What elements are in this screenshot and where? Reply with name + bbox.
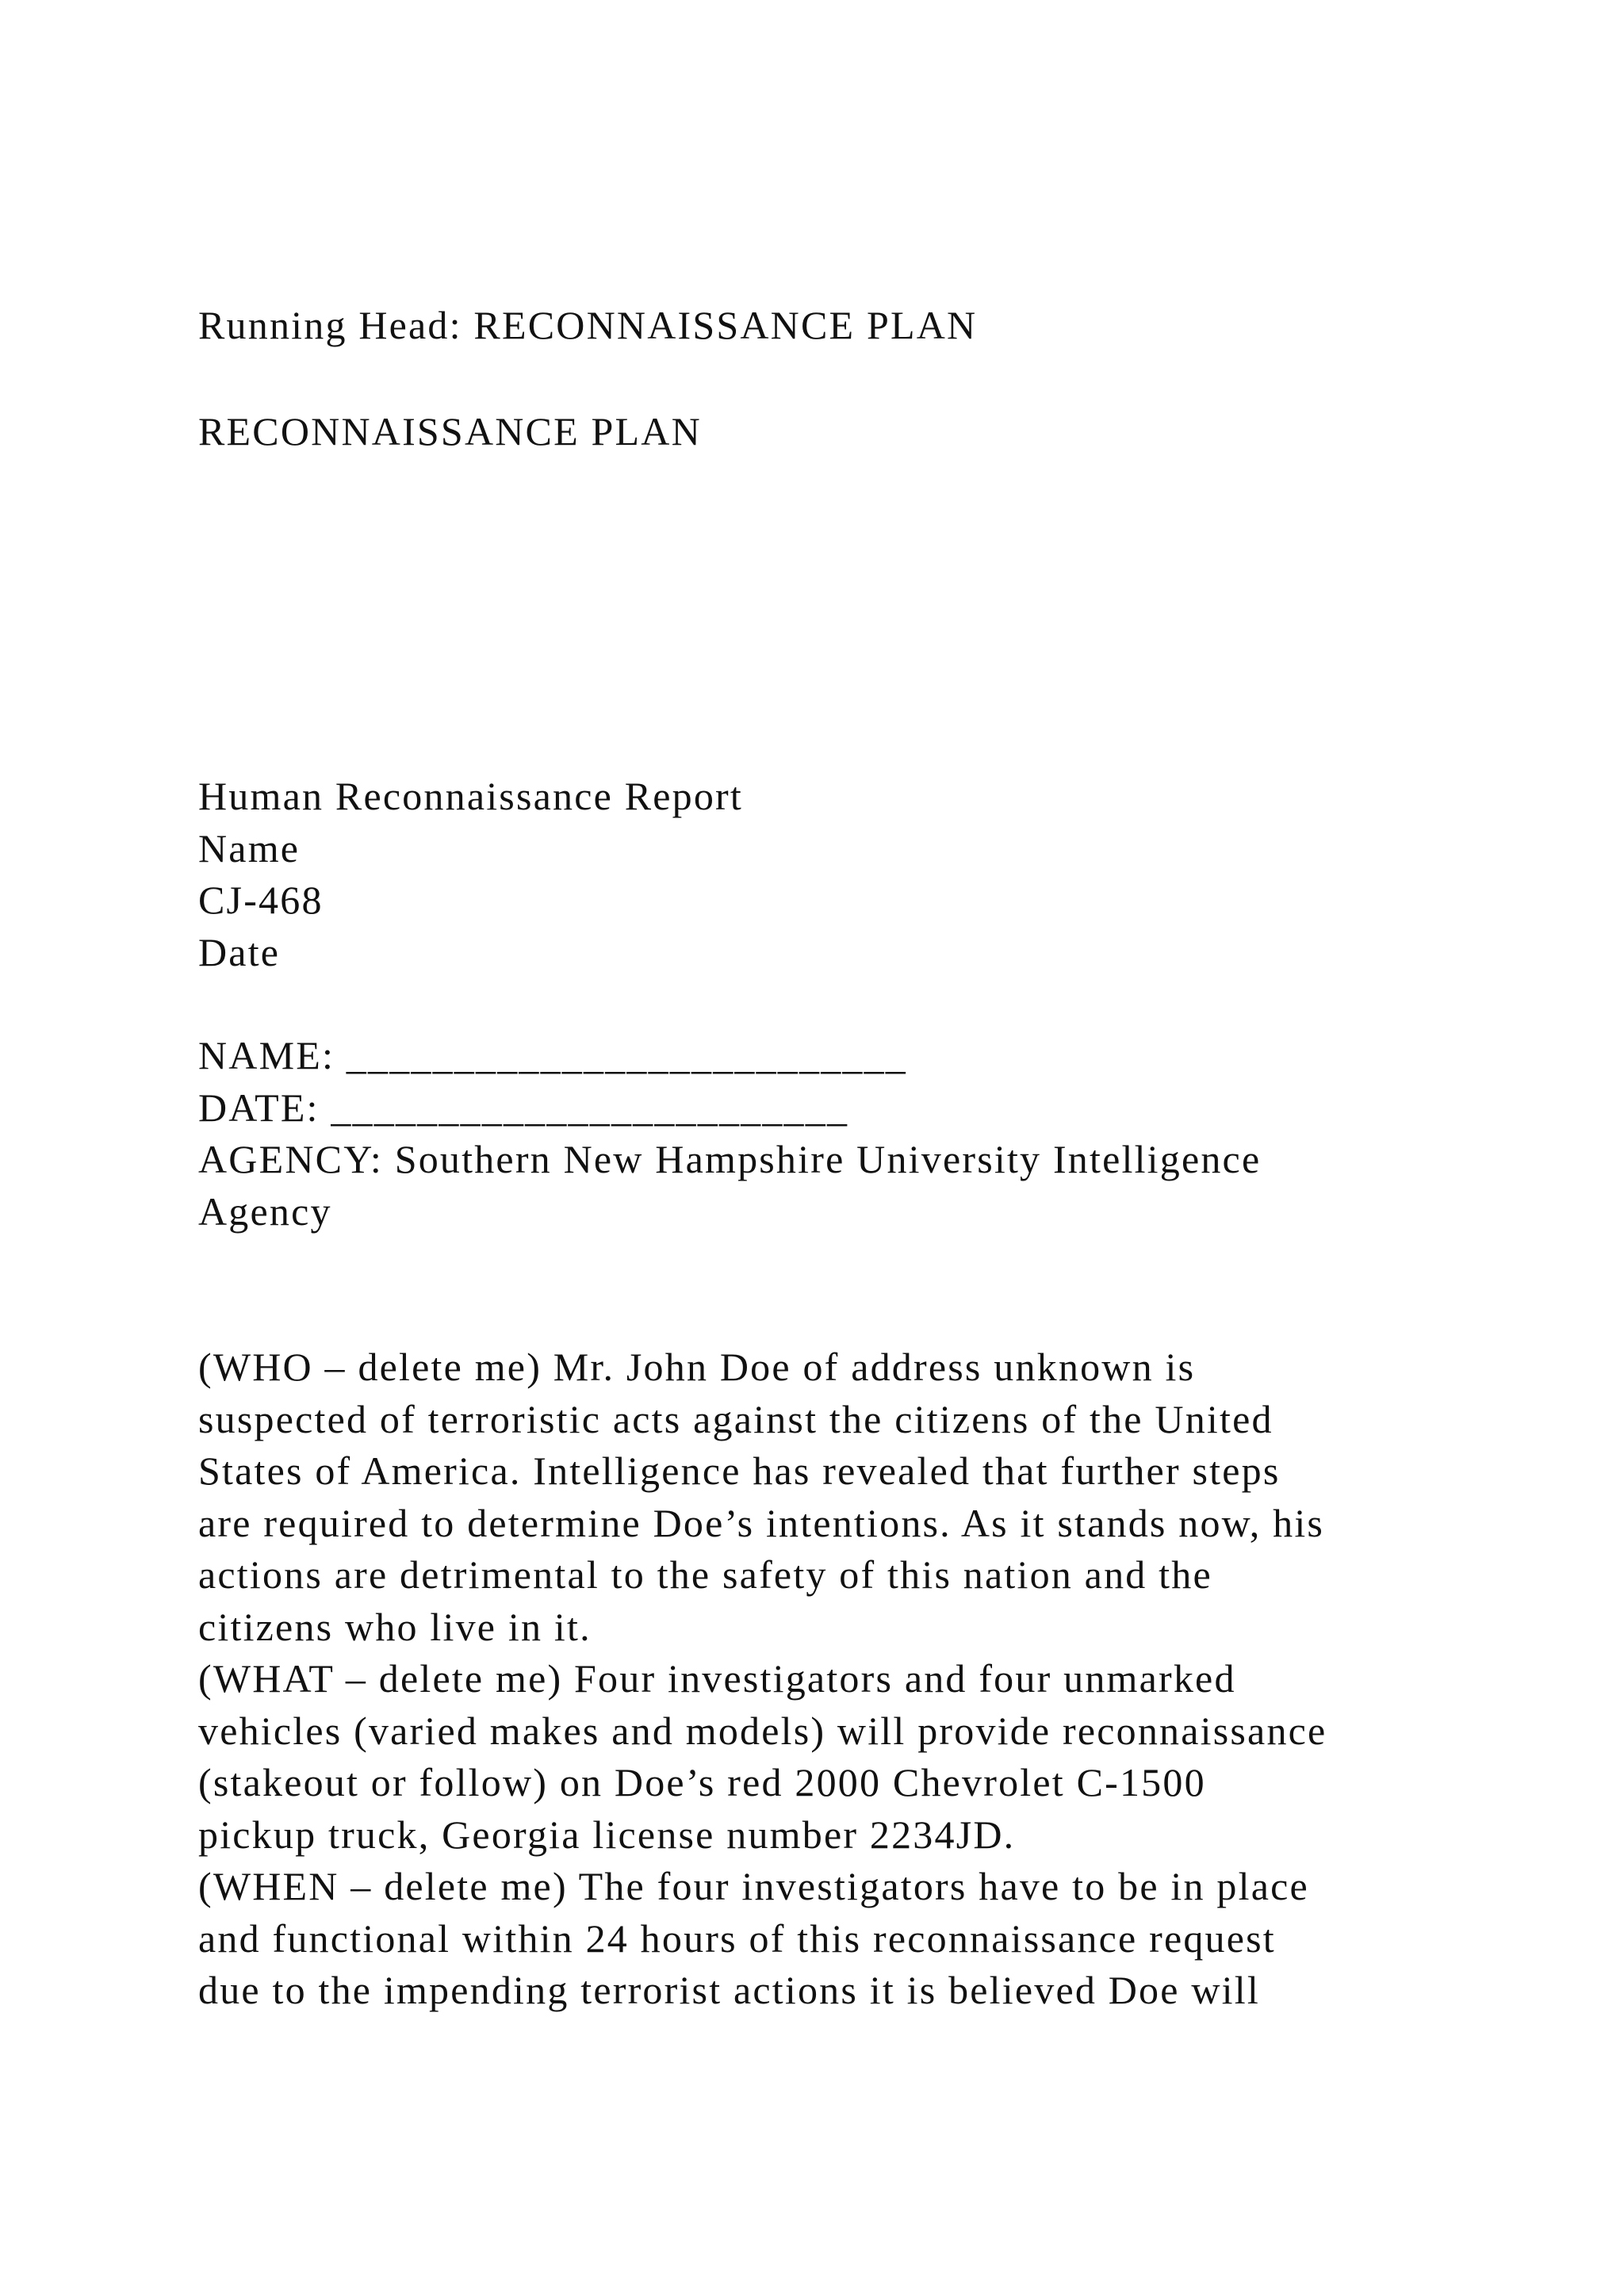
cover-name: Name [198,825,301,871]
body-line: pickup truck, Georgia license number 2234JD. [198,1812,1016,1857]
cover-course: CJ-468 [198,878,324,922]
running-head: Running Head: RECONNAISSANCE PLAN [198,303,978,347]
date-field-line: DATE: ________________________ [198,1085,849,1130]
body-line: due to the impending terrorist actions it is believed Doe will [198,1968,1260,2012]
body-line: States of America. Intelligence has revealed that further steps [198,1448,1281,1493]
body-line: (WHEN – delete me) The four investigators have to be in place [198,1864,1309,1908]
report-title: Human Reconnaissance Report [198,774,743,818]
body-line: actions are detrimental to the safety of this nation and the [198,1552,1212,1597]
name-field-line: NAME: __________________________ [198,1033,908,1077]
cover-date: Date [198,929,281,974]
body-line: citizens who live in it. [198,1604,592,1649]
agency-field-line: AGENCY: Southern New Hampshire University Intelligence [198,1137,1262,1181]
document-content [198,300,1435,2017]
body-line: suspected of terroristic acts against the citizens of the United [198,1396,1274,1441]
body-line: vehicles (varied makes and models) will provide reconnaissance [198,1708,1327,1753]
body-line: (WHO – delete me) Mr. John Doe of address unknown is [198,1345,1196,1389]
body-line: (stakeout or follow) on Doe’s red 2000 Chevrolet C-1500 [198,1760,1206,1804]
body-line: are required to determine Doe’s intentions. As it stands now, his [198,1500,1325,1545]
document-title: RECONNAISSANCE PLAN [198,408,702,453]
body-line: (WHAT – delete me) Four investigators and four unmarked [198,1656,1236,1701]
agency-field-line-continued: Agency [198,1188,332,1234]
body-line: and functional within 24 hours of this reconnaissance request [198,1915,1276,1961]
